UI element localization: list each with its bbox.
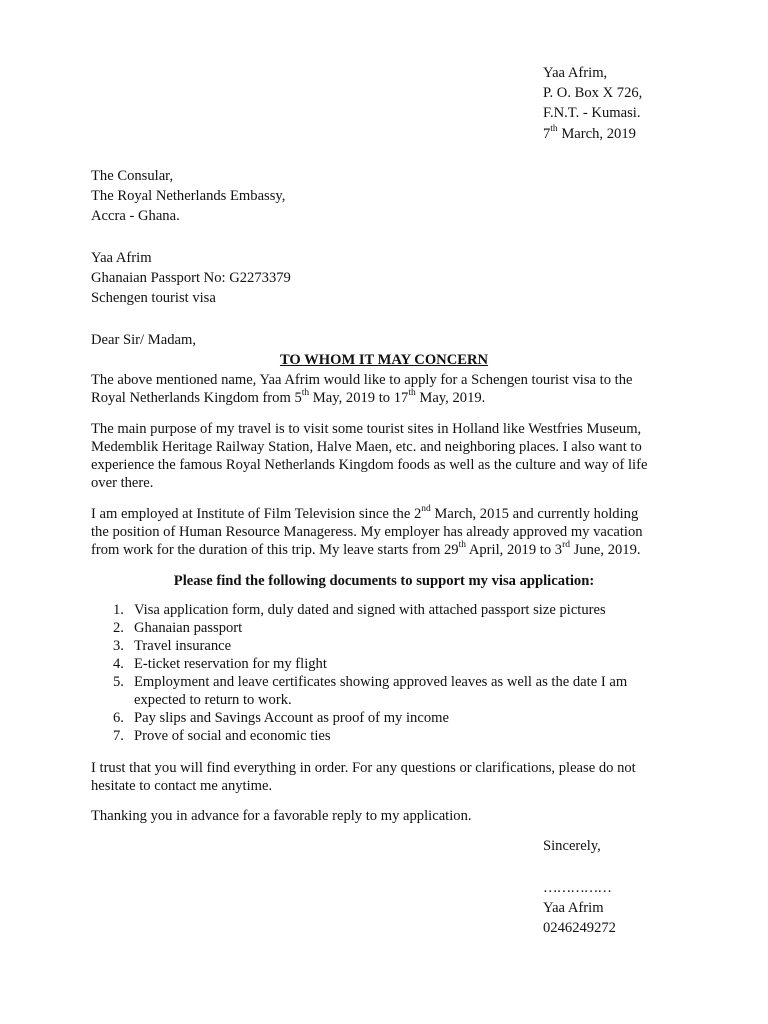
- list-item: 6. Pay slips and Savings Account as proof of my income: [113, 710, 449, 726]
- sincerely: Sincerely,: [543, 838, 601, 854]
- recipient-line: The Consular,: [91, 168, 174, 184]
- thanks-line: Thanking you in advance for a favorable reply to my application.: [91, 808, 472, 824]
- reference-name: Yaa Afrim: [91, 250, 152, 266]
- recipient-address: [91, 167, 681, 225]
- recipient-line: The Royal Netherlands Embassy,: [91, 188, 286, 204]
- list-item: 5. Employment and leave certificates showing approved leaves as well as the date I am expected to return to work.: [113, 674, 628, 708]
- sender-address: [543, 64, 642, 143]
- paragraph-employment: I am employed at Institute of Film Television since the 2nd March, 2015 and currently holding the position of Human Resource Manageress. My employer has already approved my vacation from work for the duration of this trip. My leave starts from 29th April, 2019 to 3rd June, 2019.: [91, 504, 643, 558]
- reference-visa: Schengen tourist visa: [91, 290, 216, 306]
- list-item: 3. Travel insurance: [113, 638, 232, 654]
- recipient-line: Accra - Ghana.: [91, 208, 180, 224]
- sender-box: P. O. Box X 726,: [543, 85, 643, 101]
- documents-list: [91, 601, 651, 745]
- list-item: 4. E-ticket reservation for my flight: [113, 656, 327, 672]
- salutation: Dear Sir/ Madam,: [91, 332, 196, 348]
- signer-name: Yaa Afrim: [543, 900, 604, 916]
- list-item: 2. Ghanaian passport: [113, 620, 243, 636]
- paragraph-purpose: The main purpose of my travel is to visit some tourist sites in Holland like Westfries Museum, Medemblik Heritage Railway Station, Halve Maen, etc. and neighboring places. I also want to experience the famous Royal Netherlands Kingdom foods as well as the culture and way of life over there.: [91, 421, 648, 491]
- letter-heading: TO WHOM IT MAY CONCERN: [279, 352, 489, 368]
- documents-intro: Please find the following documents to support my visa application:: [173, 573, 595, 589]
- letter-date: 7th March, 2019: [543, 124, 636, 142]
- sender-name: Yaa Afrim,: [543, 65, 608, 81]
- signoff: [543, 837, 616, 937]
- reference-block: [91, 249, 681, 307]
- signature-line: ……………: [543, 880, 611, 896]
- sender-town: F.N.T. - Kumasi.: [543, 105, 641, 121]
- paragraph-closing: I trust that you will find everything in order. For any questions or clarifications, please do not hesitate to contact me anytime.: [91, 760, 636, 794]
- list-item: 1. Visa application form, duly dated and signed with attached passport size pictures: [113, 602, 606, 618]
- reference-passport: Ghanaian Passport No: G2273379: [91, 270, 291, 286]
- signer-phone: 0246249272: [543, 920, 616, 936]
- paragraph-intro: The above mentioned name, Yaa Afrim would like to apply for a Schengen tourist visa to the Royal Netherlands Kingdom from 5th May, 2019 to 17th May, 2019.: [91, 372, 633, 406]
- list-item: 7. Prove of social and economic ties: [113, 728, 331, 744]
